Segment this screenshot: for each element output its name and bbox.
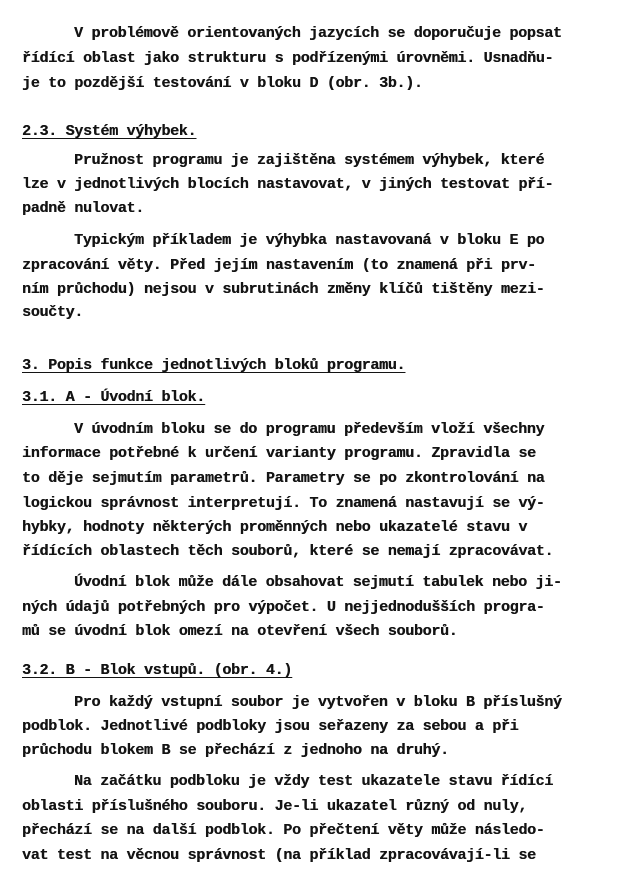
intro-line-2: řídící oblast jako strukturu s podřízenými úrovněmi. Usnadňu- — [22, 49, 554, 67]
flexibility-line-1: Pružnost programu je zajištěna systémem výhybek, které — [74, 151, 545, 169]
input-block-line-3: průchodu blokem B se přechází z jednoho na druhý. — [22, 741, 449, 759]
flexibility-line-3: padně nulovat. — [22, 199, 144, 217]
section-2-3-heading: 2.3. Systém výhybek. — [22, 122, 197, 140]
example-line-2: zpracování věty. Před jejím nastavením (to znamená při prv- — [22, 256, 536, 274]
input-block-more-line-2: oblasti příslušného souboru. Je-li ukazatel různý od nuly, — [22, 797, 528, 815]
intro-block-line-1: V úvodním bloku se do programu především vloží všechny — [74, 420, 545, 438]
intro-line-3: je to pozdější testování v bloku D (obr. 3b.). — [22, 74, 423, 92]
intro-block-line-3: to děje sejmutím parametrů. Parametry se po zkontrolování na — [22, 469, 545, 487]
example-line-3: ním průchodu) nejsou v subrutinách změny klíčů tištěny mezi- — [22, 280, 545, 298]
intro-line-1: V problémově orientovaných jazycích se doporučuje popsat — [74, 24, 562, 42]
intro-block-line-6: řídících oblastech těch souborů, které se nemají zpracovávat. — [22, 542, 554, 560]
example-line-1: Typickým příkladem je výhybka nastavovaná v bloku E po — [74, 231, 545, 249]
section-3-1-heading: 3.1. A - Úvodní blok. — [22, 388, 205, 406]
input-block-more-line-3: přechází se na další podblok. Po přečtení věty může následo- — [22, 821, 545, 839]
section-3-heading: 3. Popis funkce jednotlivých bloků programu. — [22, 356, 406, 374]
intro-block-more-line-1: Úvodní blok může dále obsahovat sejmutí tabulek nebo ji- — [74, 573, 562, 591]
flexibility-line-2: lze v jednotlivých blocích nastavovat, v jiných testovat pří- — [22, 175, 554, 193]
input-block-line-2: podblok. Jednotlivé podbloky jsou seřazeny za sebou a při — [22, 717, 519, 735]
intro-block-line-5: hybky, hodnoty některých proměnných nebo ukazatelé stavu v — [22, 518, 528, 536]
input-block-more-line-1: Na začátku podbloku je vždy test ukazatele stavu řídící — [74, 772, 553, 790]
example-line-4: součty. — [22, 303, 83, 321]
intro-block-more-line-3: mů se úvodní blok omezí na otevření všech souborů. — [22, 622, 458, 640]
section-3-2-heading: 3.2. B - Blok vstupů. (obr. 4.) — [22, 661, 292, 679]
input-block-line-1: Pro každý vstupní soubor je vytvořen v bloku B příslušný — [74, 693, 562, 711]
intro-block-line-4: logickou správnost interpretují. To znamená nastavují se vý- — [22, 494, 545, 512]
intro-block-line-2: informace potřebné k určení varianty programu. Zpravidla se — [22, 444, 536, 462]
input-block-more-line-4: vat test na věcnou správnost (na příklad zpracovávají-li se — [22, 846, 536, 864]
intro-block-more-line-2: ných údajů potřebných pro výpočet. U nejjednodušších progra- — [22, 598, 545, 616]
